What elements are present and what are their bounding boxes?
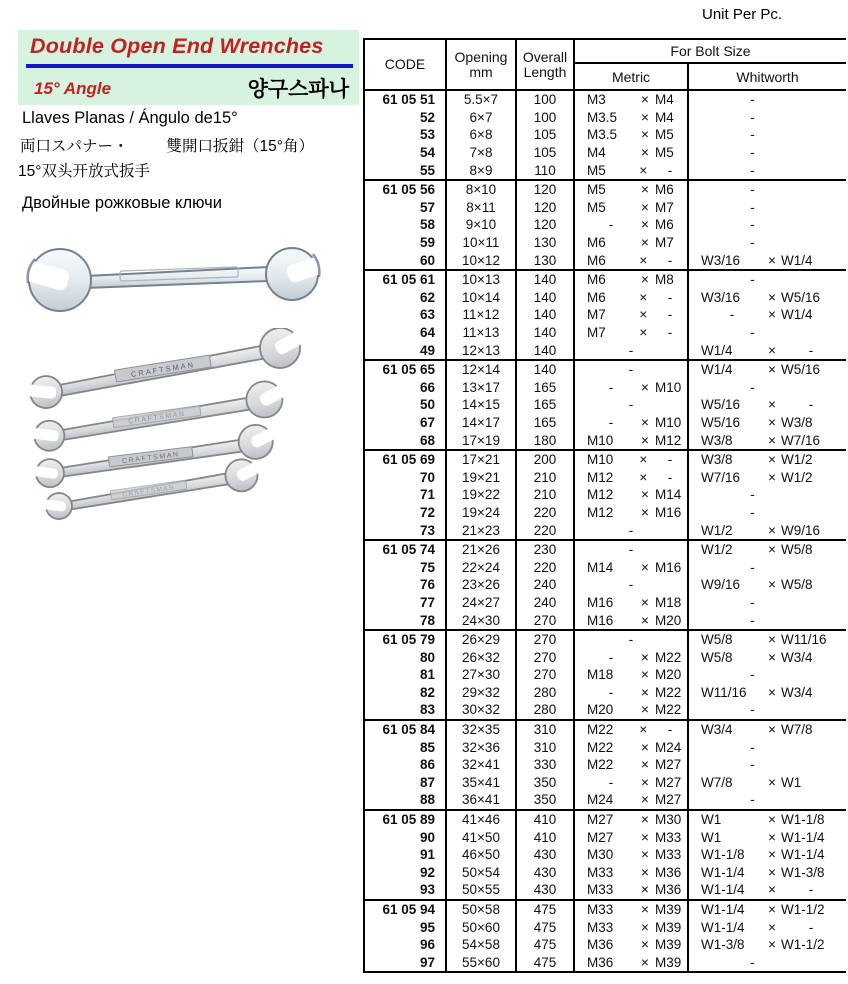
length-cell: 475 <box>517 936 575 954</box>
code-cell: 67 <box>365 414 447 432</box>
opening-cell: 32×36 <box>447 738 517 756</box>
metric-cell: - <box>575 341 689 359</box>
code-cell: 72 <box>365 504 447 522</box>
spec-table <box>363 38 846 973</box>
code-cell: 85 <box>365 738 447 756</box>
metric-cell: M5 × M6 <box>575 181 689 199</box>
whitworth-cell: W1/4 × W5/16 <box>701 362 821 378</box>
table-group <box>365 721 846 811</box>
whitworth-header: Whitworth <box>736 68 799 85</box>
whitworth-cell: - <box>750 504 755 520</box>
chinese-simplified-label: 15°双头开放式扳手 <box>18 163 150 180</box>
code-header-label: CODE <box>384 56 426 72</box>
length-header <box>517 40 575 89</box>
code-cell: 61 05 51 <box>365 91 447 109</box>
length-cell: 140 <box>517 324 575 342</box>
opening-cell: 50×60 <box>447 918 517 936</box>
opening-cell: 19×22 <box>447 486 517 504</box>
code-cell: 97 <box>365 954 447 972</box>
whitworth-cell: - <box>750 145 755 161</box>
metric-cell: M6 × M8 <box>575 271 689 289</box>
metric-cell: M27 × M33 <box>575 828 689 846</box>
length-cell: 130 <box>517 234 575 252</box>
length-cell: 165 <box>517 396 575 414</box>
japanese-label <box>20 134 314 156</box>
metric-cell: M33 × M39 <box>575 901 689 919</box>
code-cell: 53 <box>365 126 447 144</box>
code-header <box>365 40 447 89</box>
length-cell: 110 <box>517 161 575 179</box>
length-cell: 105 <box>517 144 575 162</box>
whitworth-cell: W5/8 × W3/4 <box>701 649 813 665</box>
page-title: Double Open End Wrenches <box>30 34 324 58</box>
opening-cell: 41×46 <box>447 811 517 829</box>
whitworth-cell: - <box>750 217 755 233</box>
opening-cell: 17×19 <box>447 431 517 449</box>
metric-cell: M30 × M33 <box>575 846 689 864</box>
metric-cell: M5 × - <box>575 161 689 179</box>
wrench-photo-set <box>20 328 320 524</box>
metric-cell: M16 × M20 <box>575 611 689 629</box>
whitworth-cell: - <box>750 612 755 628</box>
spec-table-body <box>365 91 846 973</box>
wrench-photo-single <box>16 236 336 320</box>
length-cell: 310 <box>517 738 575 756</box>
opening-cell: 8×11 <box>447 199 517 217</box>
length-cell: 200 <box>517 451 575 469</box>
metric-cell: - <box>575 631 689 649</box>
opening-cell: 7×8 <box>447 144 517 162</box>
opening-cell: 8×9 <box>447 161 517 179</box>
spec-table-header <box>365 40 846 91</box>
opening-cell: 19×24 <box>447 504 517 522</box>
opening-cell: 21×23 <box>447 521 517 539</box>
whitworth-cell: W3/16 × W1/4 <box>701 252 813 268</box>
metric-cell: M3 × M4 <box>575 91 689 109</box>
metric-cell: - × M10 <box>575 414 689 432</box>
length-cell: 120 <box>517 181 575 199</box>
length-cell: 280 <box>517 701 575 719</box>
length-cell: 210 <box>517 468 575 486</box>
length-cell: 140 <box>517 289 575 307</box>
metric-cell: M22 × M24 <box>575 738 689 756</box>
whitworth-cell: - <box>750 325 755 341</box>
code-cell: 71 <box>365 486 447 504</box>
length-cell: 270 <box>517 631 575 649</box>
opening-cell: 22×24 <box>447 558 517 576</box>
metric-cell: M33 × M36 <box>575 864 689 882</box>
code-cell: 95 <box>365 918 447 936</box>
code-cell: 62 <box>365 289 447 307</box>
code-cell: 63 <box>365 306 447 324</box>
length-cell: 270 <box>517 666 575 684</box>
metric-cell: M10 × - <box>575 451 689 469</box>
metric-cell: M33 × M36 <box>575 881 689 899</box>
whitworth-cell: - <box>750 127 755 143</box>
whitworth-cell: - <box>750 272 755 288</box>
whitworth-cell: - <box>750 757 755 773</box>
table-group <box>365 361 846 451</box>
opening-cell: 46×50 <box>447 846 517 864</box>
code-cell: 61 05 94 <box>365 901 447 919</box>
opening-header-line2: mm <box>469 63 493 80</box>
code-cell: 78 <box>365 611 447 629</box>
whitworth-cell: W3/4 × W7/8 <box>701 722 813 738</box>
whitworth-cell: W1 × W1-1/8 <box>701 812 825 828</box>
opening-cell: 17×21 <box>447 451 517 469</box>
wrench-brand-text: CRAFTSMAN <box>122 484 176 499</box>
code-cell: 59 <box>365 234 447 252</box>
opening-cell: 10×14 <box>447 289 517 307</box>
opening-cell: 11×13 <box>447 324 517 342</box>
code-cell: 70 <box>365 468 447 486</box>
title-underline <box>26 64 353 68</box>
opening-cell: 32×35 <box>447 721 517 739</box>
title-box <box>18 30 359 105</box>
length-cell: 280 <box>517 684 575 702</box>
whitworth-cell: W1-1/4 × - <box>701 919 814 935</box>
length-cell: 240 <box>517 576 575 594</box>
code-cell: 52 <box>365 109 447 127</box>
whitworth-cell: - <box>750 667 755 683</box>
table-group <box>365 181 846 271</box>
whitworth-cell: - <box>750 235 755 251</box>
whitworth-cell: W3/8 × W7/16 <box>701 432 821 448</box>
whitworth-cell: - <box>750 182 755 198</box>
length-cell: 270 <box>517 648 575 666</box>
length-cell: 330 <box>517 756 575 774</box>
table-group <box>365 811 846 901</box>
metric-cell: M12 × - <box>575 468 689 486</box>
opening-cell: 26×32 <box>447 648 517 666</box>
whitworth-cell: W11/16 × W3/4 <box>701 684 813 700</box>
length-cell: 165 <box>517 414 575 432</box>
opening-cell: 26×29 <box>447 631 517 649</box>
metric-cell: - × M22 <box>575 684 689 702</box>
length-cell: 100 <box>517 109 575 127</box>
length-cell: 220 <box>517 558 575 576</box>
code-cell: 82 <box>365 684 447 702</box>
length-cell: 430 <box>517 881 575 899</box>
bolt-size-header: For Bolt Size <box>575 40 846 64</box>
metric-cell: - <box>575 541 689 559</box>
length-cell: 210 <box>517 486 575 504</box>
whitworth-cell: W1/2 × W5/8 <box>701 542 813 558</box>
length-cell: 430 <box>517 864 575 882</box>
opening-cell: 12×14 <box>447 361 517 379</box>
whitworth-cell: - <box>750 199 755 215</box>
code-cell: 68 <box>365 431 447 449</box>
metric-header: Metric <box>575 64 689 89</box>
length-cell: 430 <box>517 846 575 864</box>
table-group <box>365 901 846 973</box>
opening-cell: 55×60 <box>447 954 517 972</box>
metric-cell: M6 × - <box>575 251 689 269</box>
whitworth-cell: W1/4 × - <box>701 342 814 358</box>
whitworth-cell: W1-1/4 × W1-1/2 <box>701 902 825 918</box>
opening-cell: 50×54 <box>447 864 517 882</box>
opening-cell: 30×32 <box>447 701 517 719</box>
whitworth-cell: W9/16 × W5/8 <box>701 577 813 593</box>
metric-cell: M14 × M16 <box>575 558 689 576</box>
metric-cell: M18 × M20 <box>575 666 689 684</box>
whitworth-cell: - <box>750 487 755 503</box>
table-group <box>365 451 846 541</box>
code-cell: 61 05 84 <box>365 721 447 739</box>
length-cell: 140 <box>517 341 575 359</box>
metric-cell: - × M6 <box>575 216 689 234</box>
metric-cell: M36 × M39 <box>575 954 689 972</box>
length-cell: 140 <box>517 306 575 324</box>
whitworth-cell: W7/8 × W1 <box>701 774 802 790</box>
table-group <box>365 541 846 631</box>
opening-header-line1: Opening <box>454 48 508 65</box>
opening-cell: 27×30 <box>447 666 517 684</box>
spanish-label: Llaves Planas / Ángulo de15° <box>22 109 238 127</box>
opening-cell: 8×10 <box>447 181 517 199</box>
wrench-brand-text: CRAFTSMAN <box>130 360 196 380</box>
metric-cell: M36 × M39 <box>575 936 689 954</box>
opening-header <box>447 40 517 89</box>
metric-cell: M10 × M12 <box>575 431 689 449</box>
code-cell: 77 <box>365 594 447 612</box>
code-cell: 91 <box>365 846 447 864</box>
code-cell: 58 <box>365 216 447 234</box>
metric-cell: - <box>575 361 689 379</box>
whitworth-cell: - <box>750 162 755 178</box>
table-group <box>365 91 846 181</box>
code-cell: 86 <box>365 756 447 774</box>
code-cell: 76 <box>365 576 447 594</box>
length-cell: 350 <box>517 774 575 792</box>
whitworth-cell: W5/16 × W3/8 <box>701 414 813 430</box>
metric-cell: M12 × M14 <box>575 486 689 504</box>
table-group <box>365 271 846 361</box>
opening-cell: 10×11 <box>447 234 517 252</box>
opening-cell: 19×21 <box>447 468 517 486</box>
bolt-size-header-group <box>575 40 846 89</box>
length-cell: 120 <box>517 199 575 217</box>
metric-cell: M6 × - <box>575 289 689 307</box>
opening-cell: 6×8 <box>447 126 517 144</box>
opening-cell: 9×10 <box>447 216 517 234</box>
metric-cell: M7 × - <box>575 306 689 324</box>
opening-cell: 41×50 <box>447 828 517 846</box>
code-cell: 55 <box>365 161 447 179</box>
length-cell: 350 <box>517 791 575 809</box>
whitworth-cell: - <box>750 379 755 395</box>
metric-cell: M20 × M22 <box>575 701 689 719</box>
length-cell: 475 <box>517 918 575 936</box>
wrench-brand-text: CRAFTSMAN <box>121 451 181 466</box>
metric-cell: - × M27 <box>575 774 689 792</box>
length-cell: 180 <box>517 431 575 449</box>
metric-cell: - <box>575 576 689 594</box>
length-cell: 230 <box>517 541 575 559</box>
code-cell: 90 <box>365 828 447 846</box>
code-cell: 96 <box>365 936 447 954</box>
metric-cell: M22 × M27 <box>575 756 689 774</box>
code-cell: 75 <box>365 558 447 576</box>
length-cell: 220 <box>517 521 575 539</box>
whitworth-cell: W1-1/4 × W1-3/8 <box>701 864 825 880</box>
code-cell: 61 05 89 <box>365 811 447 829</box>
japanese-text: 両口スパナー・ <box>20 138 129 155</box>
length-header-line2: Length <box>523 63 567 80</box>
metric-cell: - × M10 <box>575 379 689 397</box>
opening-cell: 54×58 <box>447 936 517 954</box>
whitworth-cell: W5/8 × W11/16 <box>701 632 827 648</box>
opening-cell: 13×17 <box>447 379 517 397</box>
length-cell: 140 <box>517 271 575 289</box>
length-cell: 165 <box>517 379 575 397</box>
whitworth-cell: - <box>750 792 755 808</box>
code-cell: 61 05 79 <box>365 631 447 649</box>
code-cell: 64 <box>365 324 447 342</box>
opening-cell: 5.5×7 <box>447 91 517 109</box>
code-cell: 57 <box>365 199 447 217</box>
code-cell: 81 <box>365 666 447 684</box>
length-cell: 105 <box>517 126 575 144</box>
metric-cell: M24 × M27 <box>575 791 689 809</box>
table-group <box>365 631 846 721</box>
code-cell: 83 <box>365 701 447 719</box>
whitworth-cell: - <box>750 594 755 610</box>
metric-cell: M12 × M16 <box>575 504 689 522</box>
whitworth-cell: - <box>750 109 755 125</box>
whitworth-cell: - <box>750 954 755 970</box>
whitworth-cell: W5/16 × - <box>701 397 814 413</box>
code-cell: 60 <box>365 251 447 269</box>
whitworth-cell: - <box>750 559 755 575</box>
length-cell: 100 <box>517 91 575 109</box>
code-cell: 61 05 56 <box>365 181 447 199</box>
metric-cell: M4 × M5 <box>575 144 689 162</box>
length-cell: 270 <box>517 611 575 629</box>
length-cell: 475 <box>517 901 575 919</box>
code-cell: 49 <box>365 341 447 359</box>
length-cell: 410 <box>517 828 575 846</box>
metric-cell: M3.5 × M5 <box>575 126 689 144</box>
opening-cell: 36×41 <box>447 791 517 809</box>
whitworth-cell: - <box>750 702 755 718</box>
opening-cell: 50×55 <box>447 881 517 899</box>
whitworth-cell: W1-1/4 × - <box>701 882 814 898</box>
length-cell: 240 <box>517 594 575 612</box>
code-cell: 80 <box>365 648 447 666</box>
opening-cell: 29×32 <box>447 684 517 702</box>
whitworth-cell: - <box>750 92 755 108</box>
opening-cell: 50×58 <box>447 901 517 919</box>
opening-cell: 14×17 <box>447 414 517 432</box>
length-cell: 220 <box>517 504 575 522</box>
metric-cell: - <box>575 396 689 414</box>
opening-cell: 32×41 <box>447 756 517 774</box>
korean-title: 양구스파나 <box>247 78 349 101</box>
length-cell: 140 <box>517 361 575 379</box>
metric-cell: M3.5 × M4 <box>575 109 689 127</box>
opening-cell: 24×27 <box>447 594 517 612</box>
code-cell: 50 <box>365 396 447 414</box>
opening-cell: 6×7 <box>447 109 517 127</box>
length-cell: 130 <box>517 251 575 269</box>
opening-cell: 21×26 <box>447 541 517 559</box>
wrench-brand-text: CRAFTSMAN <box>127 410 187 426</box>
russian-label: Двойные рожковые ключи <box>22 194 222 212</box>
whitworth-cell: W1 × W1-1/4 <box>701 829 825 845</box>
code-cell: 54 <box>365 144 447 162</box>
code-cell: 92 <box>365 864 447 882</box>
code-cell: 73 <box>365 521 447 539</box>
whitworth-cell: - <box>750 739 755 755</box>
length-cell: 410 <box>517 811 575 829</box>
code-cell: 87 <box>365 774 447 792</box>
opening-cell: 14×15 <box>447 396 517 414</box>
whitworth-cell: W1-1/8 × W1-1/4 <box>701 847 825 863</box>
whitworth-cell: W1-3/8 × W1-1/2 <box>701 937 825 953</box>
metric-cell: M27 × M30 <box>575 811 689 829</box>
opening-cell: 10×13 <box>447 271 517 289</box>
metric-cell: M16 × M18 <box>575 594 689 612</box>
unit-per-pc-label: Unit Per Pc. <box>702 6 783 23</box>
metric-cell: - <box>575 521 689 539</box>
opening-cell: 11×12 <box>447 306 517 324</box>
length-cell: 120 <box>517 216 575 234</box>
code-cell: 61 05 61 <box>365 271 447 289</box>
opening-cell: 12×13 <box>447 341 517 359</box>
whitworth-cell: W3/16 × W5/16 <box>701 289 821 305</box>
metric-cell: M5 × M7 <box>575 199 689 217</box>
code-cell: 61 05 65 <box>365 361 447 379</box>
length-cell: 310 <box>517 721 575 739</box>
code-cell: 66 <box>365 379 447 397</box>
opening-cell: 24×30 <box>447 611 517 629</box>
whitworth-cell: - × W1/4 <box>729 307 813 323</box>
code-cell: 88 <box>365 791 447 809</box>
metric-cell: M7 × - <box>575 324 689 342</box>
angle-label: 15° Angle <box>34 79 112 98</box>
metric-cell: - × M22 <box>575 648 689 666</box>
code-cell: 61 05 69 <box>365 451 447 469</box>
code-cell: 93 <box>365 881 447 899</box>
length-header-line1: Overall <box>522 48 568 65</box>
whitworth-cell: W1/2 × W9/16 <box>701 522 821 538</box>
opening-cell: 35×41 <box>447 774 517 792</box>
whitworth-cell: W7/16 × W1/2 <box>701 469 813 485</box>
opening-cell: 10×12 <box>447 251 517 269</box>
metric-cell: M33 × M39 <box>575 918 689 936</box>
chinese-traditional-text: 雙開口扳鉗（15°角） <box>166 138 314 155</box>
whitworth-cell: W3/8 × W1/2 <box>701 452 813 468</box>
opening-cell: 23×26 <box>447 576 517 594</box>
metric-cell: M6 × M7 <box>575 234 689 252</box>
code-cell: 61 05 74 <box>365 541 447 559</box>
metric-cell: M22 × - <box>575 721 689 739</box>
length-cell: 475 <box>517 954 575 972</box>
